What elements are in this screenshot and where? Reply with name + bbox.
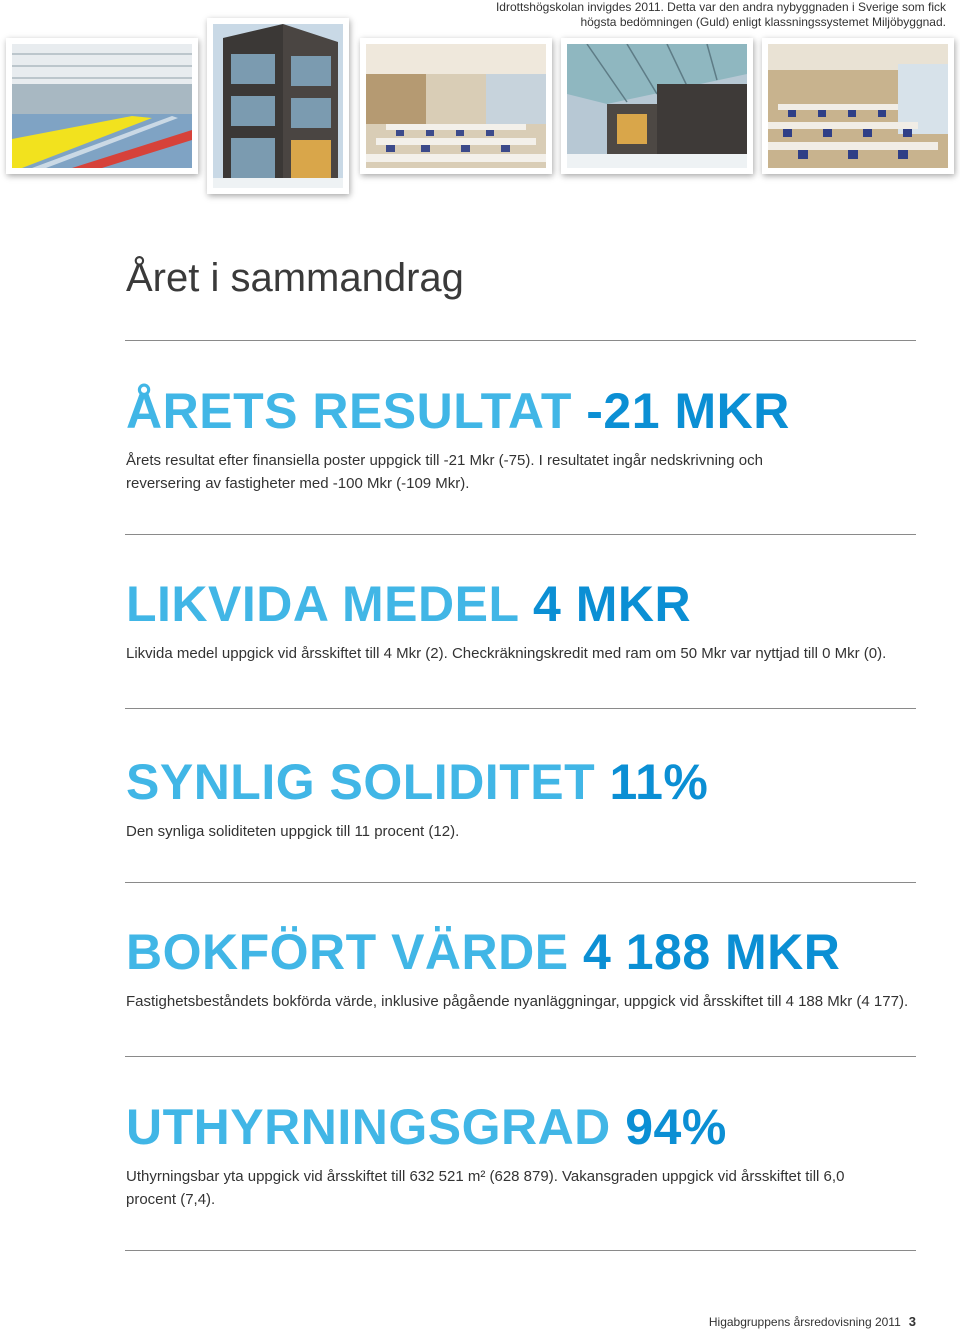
glass-canopy-image <box>567 44 747 168</box>
section-body: Årets resultat efter finansiella poster uppgick till -21 Mkr (-75). I resultatet ingår nedskrivning och reversering av fastigheter med -100 Mkr (-109 Mkr). <box>126 452 763 492</box>
photo-sports-hall <box>6 38 198 174</box>
headline-label: BOKFÖRT VÄRDE <box>126 924 569 980</box>
building-tower-image <box>213 24 343 188</box>
photo-lecture-hall-1 <box>360 38 552 174</box>
lecture-hall-image-2 <box>768 44 948 168</box>
section-headline <box>126 754 916 810</box>
page-title: Året i sammandrag <box>126 256 464 300</box>
section-divider <box>125 1250 916 1251</box>
headline-value: 94% <box>625 1099 727 1155</box>
photo-building-tower <box>207 18 349 194</box>
section-body: Fastighetsbeståndets bokförda värde, inklusive pågående nyanläggningar, uppgick vid årsskiftet till 4 188 Mkr (4 177). <box>126 993 909 1010</box>
section-divider <box>125 1056 916 1057</box>
headline-label: LIKVIDA MEDEL <box>126 576 519 632</box>
sports-hall-image <box>12 44 192 168</box>
page-footer <box>709 1314 916 1329</box>
lecture-hall-image-1 <box>366 44 546 168</box>
headline-value: -21 MKR <box>586 383 790 439</box>
photo-glass-canopy <box>561 38 753 174</box>
headline-value: 4 MKR <box>533 576 692 632</box>
section-body: Den synliga soliditeten uppgick till 11 procent (12). <box>126 823 460 840</box>
headline-value: 11% <box>609 754 709 810</box>
section-headline <box>126 924 916 980</box>
section-uthyrningsgrad <box>126 1099 916 1211</box>
photo-caption <box>486 0 946 30</box>
photo-lecture-hall-2 <box>762 38 954 174</box>
report-name: Higabgruppens årsredovisning 2011 <box>708 1315 901 1329</box>
section-headline <box>126 576 916 632</box>
section-likvida-medel <box>126 576 916 665</box>
caption-line-2: högsta bedömningen (Guld) enligt klassningssystemet Miljöbyggnad. <box>580 15 946 29</box>
section-headline <box>126 383 916 439</box>
page-number: 3 <box>908 1314 916 1329</box>
section-divider <box>125 708 916 709</box>
section-arets-resultat <box>126 383 916 495</box>
headline-label: UTHYRNINGSGRAD <box>126 1099 611 1155</box>
section-synlig-soliditet <box>126 754 916 843</box>
caption-line-1: Idrottshögskolan invigdes 2011. Detta var den andra nybyggnaden i Sverige som fick <box>495 0 946 14</box>
section-bokfort-varde <box>126 924 916 1013</box>
section-divider <box>125 534 916 535</box>
section-headline <box>126 1099 916 1155</box>
section-body: Uthyrningsbar yta uppgick vid årsskiftet till 632 521 m² (628 879). Vakansgraden uppgick vid årsskiftet till 6,0 procent (7,4). <box>126 1168 845 1208</box>
section-divider <box>125 882 916 883</box>
headline-label: ÅRETS RESULTAT <box>126 383 572 439</box>
section-body: Likvida medel uppgick vid årsskiftet till 4 Mkr (2). Checkräkningskredit med ram om 50 Mkr var nyttjad till 0 Mkr (0). <box>126 645 887 662</box>
headline-value: 4 188 MKR <box>583 924 841 980</box>
headline-label: SYNLIG SOLIDITET <box>126 754 596 810</box>
section-divider <box>125 340 916 341</box>
